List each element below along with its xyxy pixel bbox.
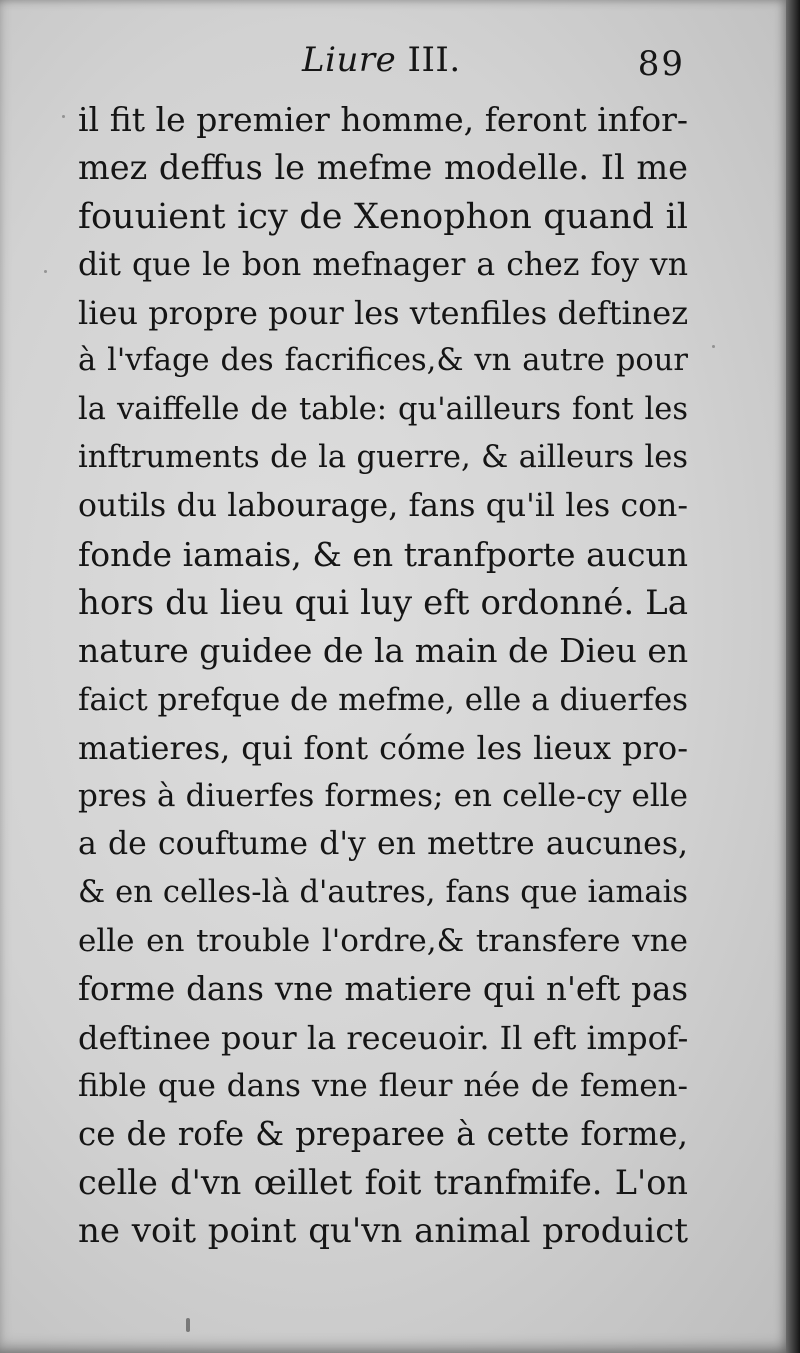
text-line: deftinee pour la receuoir. Il eft impof-	[78, 1018, 688, 1057]
running-title-number: III.	[396, 40, 461, 80]
text-line: nature guidee de la main de Dieu en	[78, 631, 688, 671]
body-text	[78, 96, 688, 1255]
paper-speck	[712, 345, 715, 348]
text-line: ce de rofe & preparee à cette forme,	[78, 1115, 688, 1154]
text-line: outils du labourage, fans qu'il les con-	[78, 488, 688, 525]
page-header	[80, 40, 685, 96]
text-line: fonde iamais, & en tranfporte aucun	[78, 534, 688, 574]
running-title	[302, 40, 461, 80]
text-line: a de couftume d'y en mettre aucunes,	[78, 826, 688, 863]
text-line: inftruments de la guerre, & ailleurs les	[78, 440, 688, 476]
running-title-book: Liure	[302, 40, 397, 80]
text-line: & en celles-là d'autres, fans que iamais	[78, 874, 688, 910]
text-line: la vaiffelle de table: qu'ailleurs font les	[78, 391, 688, 427]
text-line: hors du lieu qui luy eft ordonné. La	[78, 582, 688, 623]
paper-speck	[186, 1318, 190, 1332]
text-line: fouuient icy de Xenophon quand il	[78, 196, 688, 237]
text-line: à l'vfage des facrifices,& vn autre pour	[78, 343, 688, 379]
text-line: fible que dans vne fleur née de femen-	[78, 1067, 688, 1104]
text-line: pres à diuerfes formes; en celle-cy elle	[78, 778, 688, 815]
text-line: mez deffus le mefme modelle. Il me	[78, 148, 688, 188]
text-line: dit que le bon mefnager a chez foy vn	[78, 246, 688, 283]
text-line: matieres, qui font cóme les lieux pro-	[78, 728, 688, 767]
page-edge-shadow	[786, 0, 800, 1353]
text-line: ne voit point qu'vn animal produict	[78, 1210, 688, 1251]
text-line: forme dans vne matiere qui n'eft pas	[78, 970, 688, 1009]
text-line: lieu propre pour les vtenfiles deftinez	[78, 294, 688, 333]
text-line: faict prefque de mefme, elle a diuerfes	[78, 681, 688, 718]
paper-speck	[44, 270, 47, 273]
text-line: il fit le premier homme, feront infor-	[78, 100, 688, 139]
page-number: 89	[637, 44, 685, 84]
text-line: elle en trouble l'ordre,& transfere vne	[78, 923, 688, 960]
text-line: celle d'vn œillet foit tranfmife. L'on	[78, 1162, 688, 1202]
paper-speck	[62, 115, 65, 118]
